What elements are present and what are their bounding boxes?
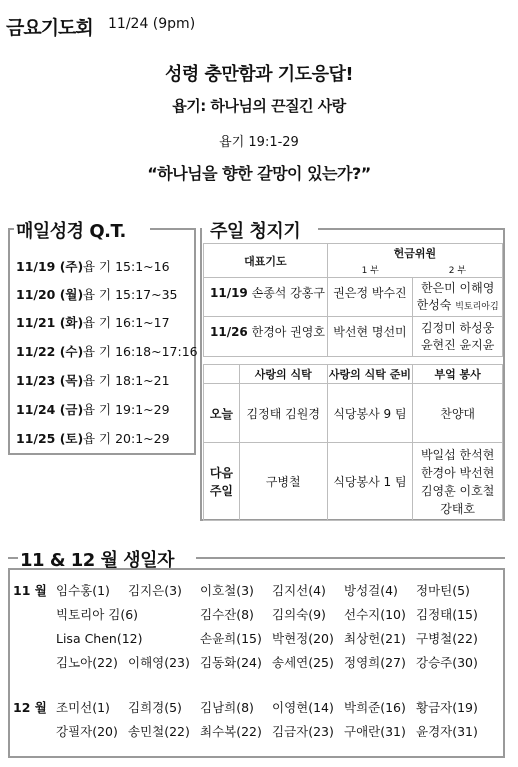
table-love-names: 구병철 bbox=[239, 443, 327, 521]
kitchen-name: 강태호 bbox=[440, 501, 476, 516]
sunday-rule bbox=[318, 228, 505, 230]
offering-part2: 김정미 하성웅 bbox=[420, 320, 495, 335]
birthday-entry: 김노아(22) bbox=[56, 655, 118, 670]
qt-row bbox=[16, 371, 170, 389]
qt-reference: 욥 기 15:17~35 bbox=[83, 287, 178, 302]
birthday-line bbox=[56, 581, 488, 599]
table-prep-team: 식당봉사 1 팀 bbox=[327, 443, 413, 521]
header-offering: 헌금위원 bbox=[327, 244, 502, 263]
sunday-servers-table bbox=[203, 243, 503, 357]
birthday-entry: 강필자(20) bbox=[56, 724, 118, 739]
page-title: 금요기도회 bbox=[6, 17, 93, 39]
birthday-line bbox=[56, 698, 488, 716]
prayer-names: 한경아 권영호 bbox=[251, 325, 325, 339]
qt-row bbox=[16, 400, 170, 418]
birthday-title: 11 & 12 월 생일자 bbox=[18, 546, 180, 572]
birthday-entry: 선수지(10) bbox=[344, 607, 406, 622]
month-label: 11 월 bbox=[13, 583, 47, 598]
sermon-question: “하나님을 향한 갈망이 있는가?” bbox=[147, 164, 371, 183]
birthday-entry: 이해영(23) bbox=[128, 655, 190, 670]
qt-date: 11/19 (주) bbox=[16, 259, 84, 274]
birthday-entry: 최상헌(21) bbox=[344, 631, 406, 646]
table-row bbox=[204, 384, 503, 443]
birthday-entry: 정마틴(5) bbox=[416, 583, 470, 598]
birthday-line bbox=[56, 653, 488, 671]
qt-reference: 욥 기 19:1~29 bbox=[83, 402, 170, 417]
row-label: 다음 bbox=[209, 465, 234, 480]
table-row bbox=[204, 443, 503, 521]
birthday-line bbox=[56, 605, 488, 623]
qt-date: 11/24 (금) bbox=[16, 402, 84, 417]
birthday-entry: 정영희(27) bbox=[344, 655, 406, 670]
offering-part1: 박선현 명선미 bbox=[327, 317, 413, 357]
birthday-line bbox=[56, 722, 488, 740]
offering-part2: 한은미 이해영 bbox=[420, 281, 495, 295]
birthday-entry: 윤경자(31) bbox=[416, 724, 478, 739]
qt-row bbox=[16, 429, 170, 447]
offering-part2: 윤현진 윤지윤 bbox=[420, 337, 495, 352]
birthday-entry: 구애란(31) bbox=[344, 724, 406, 739]
birthday-entry: 이영현(14) bbox=[272, 700, 334, 715]
birthday-entry: 최수복(22) bbox=[200, 724, 262, 739]
row-date: 11/26 bbox=[210, 325, 248, 339]
birthday-entry: 김의숙(9) bbox=[272, 607, 326, 622]
qt-title: 매일성경 Q.T. bbox=[14, 217, 132, 243]
month-label: 12 월 bbox=[13, 700, 47, 715]
qt-date: 11/25 (토) bbox=[16, 431, 84, 446]
offering-part2-extra: 빅토리아김 bbox=[455, 302, 499, 312]
sermon-title: 성령 충만함과 기도응답! bbox=[164, 64, 354, 85]
table-prep-team: 식당봉사 9 팀 bbox=[327, 384, 413, 443]
birthday-entry: 김지선(4) bbox=[272, 583, 326, 598]
qt-row bbox=[16, 342, 198, 360]
offering-part1: 권은정 박수진 bbox=[327, 278, 413, 317]
birthday-entry: 김희경(5) bbox=[128, 700, 182, 715]
birthday-entry: 박현정(20) bbox=[272, 631, 334, 646]
qt-reference: 욥 기 15:1~16 bbox=[83, 259, 170, 274]
birthday-rule bbox=[8, 557, 18, 559]
birthday-entry: 조미선(1) bbox=[56, 700, 110, 715]
table-row bbox=[204, 278, 503, 317]
sermon-scripture: 욥기 19:1-29 bbox=[219, 135, 299, 150]
birthday-entry: 황금자(19) bbox=[416, 700, 478, 715]
birthday-rule bbox=[196, 557, 505, 559]
row-label: 오늘 bbox=[204, 384, 240, 443]
row-date: 11/19 bbox=[210, 286, 248, 300]
table-row bbox=[204, 317, 503, 357]
qt-reference: 욥 기 16:18~17:16 bbox=[83, 344, 198, 359]
birthday-entry: 김남희(8) bbox=[200, 700, 254, 715]
sermon-subtitle: 욥기: 하나님의 끈질긴 사랑 bbox=[172, 97, 346, 115]
birthday-entry: 이호철(3) bbox=[200, 583, 254, 598]
kitchen-name: 한경아 박선현 bbox=[420, 465, 495, 480]
birthday-entry: 김정태(15) bbox=[416, 607, 478, 622]
qt-date: 11/22 (수) bbox=[16, 344, 84, 359]
offering-part2: 한성숙 bbox=[416, 298, 452, 312]
qt-rule-right bbox=[150, 228, 196, 230]
qt-reference: 욥 기 20:1~29 bbox=[83, 431, 170, 446]
birthday-entry: 송민철(22) bbox=[128, 724, 190, 739]
service-date: 11/24 (9pm) bbox=[108, 16, 196, 32]
header-part1: 1 부 bbox=[327, 263, 413, 278]
qt-row bbox=[16, 313, 170, 331]
birthday-entry: 강승주(30) bbox=[416, 655, 478, 670]
kitchen-name: 김영훈 이호철 bbox=[420, 483, 495, 498]
kitchen-team: 찬양대 bbox=[413, 384, 503, 443]
birthday-entry: 방성걸(4) bbox=[344, 583, 398, 598]
birthday-line bbox=[56, 629, 488, 647]
birthday-entry: 김지은(3) bbox=[128, 583, 182, 598]
prayer-names: 손종석 강홍구 bbox=[251, 286, 325, 300]
birthday-entry: 빅토리아 김(6) bbox=[56, 607, 139, 622]
birthday-entry: 임수홍(1) bbox=[56, 583, 110, 598]
header-part2: 2 부 bbox=[413, 263, 503, 278]
header-table-prep: 사랑의 식탁 준비 bbox=[327, 365, 413, 384]
qt-date: 11/21 (화) bbox=[16, 315, 84, 330]
header-prayer: 대표기도 bbox=[204, 244, 328, 278]
birthday-entry: 김수잔(8) bbox=[200, 607, 254, 622]
birthday-entry: 손윤희(15) bbox=[200, 631, 262, 646]
kitchen-name: 박일섭 한석현 bbox=[420, 447, 495, 462]
qt-date: 11/20 (월) bbox=[16, 287, 84, 302]
row-label: 주일 bbox=[209, 483, 234, 498]
sunday-title: 주일 청지기 bbox=[208, 217, 306, 243]
sunday-meal-table bbox=[203, 364, 503, 521]
birthday-entry: 김동화(24) bbox=[200, 655, 262, 670]
birthday-entry: Lisa Chen(12) bbox=[56, 631, 143, 646]
table-love-names: 김정태 김원경 bbox=[239, 384, 327, 443]
qt-row bbox=[16, 285, 178, 303]
birthday-entry: 박희준(16) bbox=[344, 700, 406, 715]
birthday-entry: 송세연(25) bbox=[272, 655, 334, 670]
qt-date: 11/23 (목) bbox=[16, 373, 84, 388]
birthday-entry: 구병철(22) bbox=[416, 631, 478, 646]
qt-reference: 욥 기 18:1~21 bbox=[83, 373, 170, 388]
birthday-entry: 김금자(23) bbox=[272, 724, 334, 739]
qt-row bbox=[16, 257, 170, 275]
header-table-love: 사랑의 식탁 bbox=[239, 365, 327, 384]
header-kitchen: 부엌 봉사 bbox=[413, 365, 503, 384]
qt-reference: 욥 기 16:1~17 bbox=[83, 315, 170, 330]
